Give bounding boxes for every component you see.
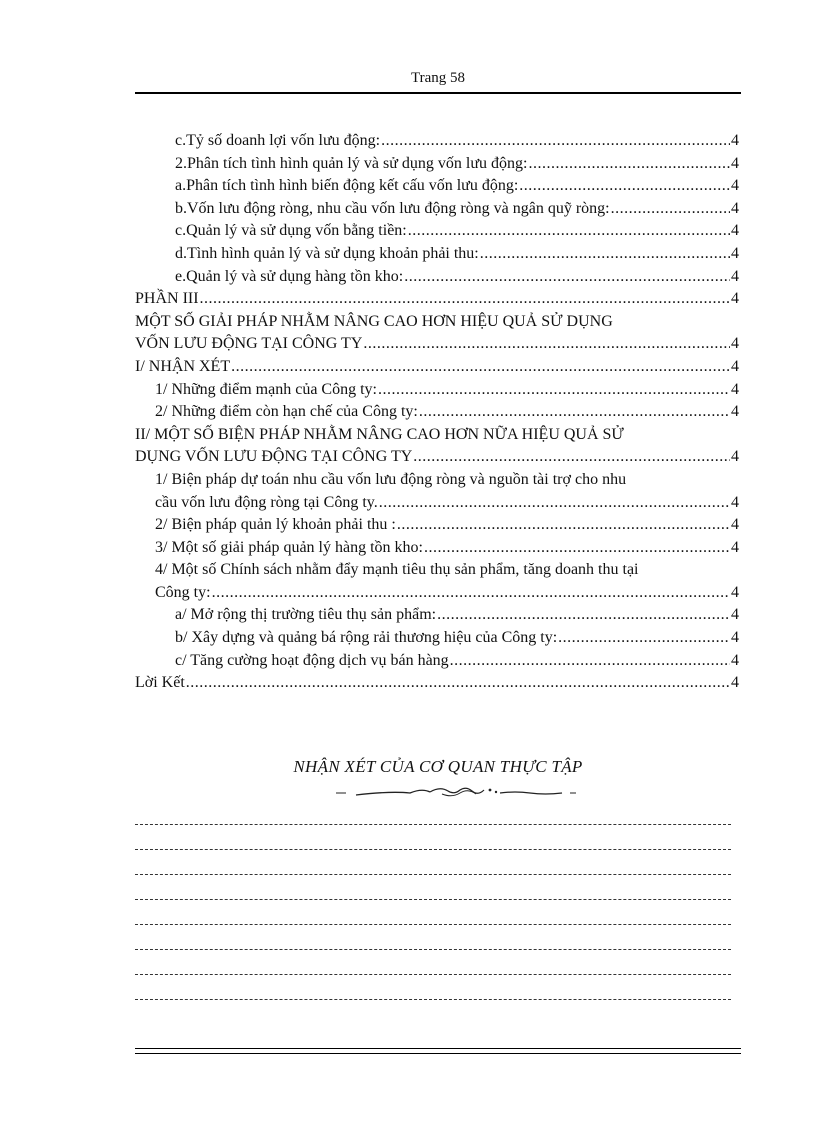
toc-page-number: 4 <box>731 493 739 511</box>
toc-leader-dots <box>558 627 730 650</box>
toc-leader-dots <box>419 401 730 424</box>
toc-entry-title: c/ Tăng cường hoạt động dịch vụ bán hàng <box>175 651 449 669</box>
toc-entry-title: 2/ Biện pháp quản lý khoản phải thu : <box>155 516 396 534</box>
remarks-blank-line <box>135 987 731 1012</box>
toc-entry[interactable] <box>135 469 739 492</box>
remarks-writing-lines <box>135 812 731 1012</box>
toc-entry[interactable] <box>135 243 739 266</box>
toc-entry[interactable] <box>135 401 739 424</box>
toc-page-number: 4 <box>731 177 739 195</box>
toc-leader-dots <box>404 266 730 289</box>
remarks-blank-line <box>135 937 731 962</box>
toc-entry-title: PHẦN III <box>135 290 199 308</box>
toc-leader-dots <box>379 492 730 515</box>
table-of-contents <box>135 130 739 695</box>
toc-entry[interactable] <box>135 153 739 176</box>
toc-leader-dots <box>200 288 730 311</box>
toc-entry-title: c.Quản lý và sử dụng vốn bằng tiền: <box>175 222 407 240</box>
toc-entry[interactable] <box>135 650 739 673</box>
toc-leader-dots <box>480 243 730 266</box>
toc-leader-dots <box>450 650 730 673</box>
toc-leader-dots <box>381 130 730 153</box>
toc-leader-dots <box>437 604 730 627</box>
toc-entry[interactable] <box>135 266 739 289</box>
toc-entry-title: d.Tình hình quản lý và sử dụng khoản phải thu: <box>175 244 479 262</box>
toc-entry-title: a/ Mở rộng thị trường tiêu thụ sản phẩm: <box>175 606 437 624</box>
toc-entry-title: c.Tỷ số doanh lợi vốn lưu động: <box>175 132 381 149</box>
toc-leader-dots <box>363 333 730 356</box>
header-rule <box>135 92 741 94</box>
page-number-label: Trang 58 <box>410 70 466 86</box>
toc-entry[interactable] <box>135 514 739 537</box>
toc-page-number: 4 <box>731 357 739 375</box>
toc-entry[interactable] <box>135 424 739 447</box>
toc-leader-dots <box>378 379 730 402</box>
toc-page-number: 4 <box>731 154 739 172</box>
toc-entry-title: I/ NHẬN XÉT <box>135 357 231 375</box>
toc-entry-title: e.Quản lý và sử dụng hàng tồn kho: <box>175 267 404 285</box>
toc-entry[interactable] <box>135 672 739 695</box>
remarks-blank-line <box>135 837 731 862</box>
toc-entry[interactable] <box>135 627 739 650</box>
toc-leader-dots <box>528 153 730 176</box>
toc-page-number: 4 <box>731 516 739 534</box>
footer-double-rule <box>135 1048 741 1054</box>
toc-entry-title: 2.Phân tích tình hình quản lý và sử dụng vốn lưu động: <box>175 154 528 172</box>
toc-entry-continuation[interactable] <box>135 582 739 605</box>
toc-page-number: 4 <box>731 629 739 647</box>
toc-entry-title-continued: VỐN LƯU ĐỘNG TẠI CÔNG TY <box>135 335 363 353</box>
toc-entry-title: 2/ Những điểm còn hạn chế của Công ty: <box>155 403 418 421</box>
toc-entry[interactable] <box>135 175 739 198</box>
toc-entry[interactable] <box>135 559 739 582</box>
toc-page-number: 4 <box>731 244 739 262</box>
toc-leader-dots <box>397 514 730 537</box>
toc-entry-continuation[interactable] <box>135 446 739 469</box>
toc-entry-title: Lời Kết <box>135 674 185 692</box>
toc-entry[interactable] <box>135 604 739 627</box>
remarks-blank-line <box>135 812 731 837</box>
toc-page-number: 4 <box>731 583 739 601</box>
toc-page-number: 4 <box>731 538 739 556</box>
toc-entry[interactable] <box>135 130 739 153</box>
remarks-blank-line <box>135 887 731 912</box>
toc-entry[interactable] <box>135 311 739 334</box>
toc-leader-dots <box>212 582 730 605</box>
remarks-blank-line <box>135 862 731 887</box>
toc-entry-title: 4/ Một số Chính sách nhằm đẩy mạnh tiêu thụ sản phẩm, tăng doanh thu tại <box>155 561 639 579</box>
toc-page-number: 4 <box>731 222 739 240</box>
toc-leader-dots <box>611 198 730 221</box>
toc-entry[interactable] <box>135 537 739 560</box>
toc-leader-dots <box>413 446 730 469</box>
toc-entry-title-continued: DỤNG VỐN LƯU ĐỘNG TẠI CÔNG TY <box>135 448 413 466</box>
toc-entry-continuation[interactable] <box>135 333 739 356</box>
toc-page-number: 4 <box>731 674 739 692</box>
remarks-title: NHẬN XÉT CỦA CƠ QUAN THỰC TẬP <box>293 757 583 776</box>
toc-page-number: 4 <box>731 132 739 149</box>
toc-entry[interactable] <box>135 288 739 311</box>
toc-leader-dots <box>424 537 730 560</box>
toc-leader-dots <box>408 220 730 243</box>
toc-entry-title: b/ Xây dựng và quảng bá rộng rải thương hiệu của Công ty: <box>175 629 558 647</box>
toc-page-number: 4 <box>731 380 739 398</box>
toc-entry[interactable] <box>135 356 739 379</box>
toc-page-number: 4 <box>731 403 739 421</box>
toc-entry-title: a.Phân tích tình hình biến động kết cấu vốn lưu động: <box>175 177 519 195</box>
toc-entry[interactable] <box>135 379 739 402</box>
page-header <box>135 70 741 87</box>
toc-page-number: 4 <box>731 335 739 353</box>
toc-leader-dots <box>186 672 730 695</box>
remarks-blank-line <box>135 962 731 987</box>
toc-entry-title: 1/ Những điểm mạnh của Công ty: <box>155 380 377 398</box>
toc-page-number: 4 <box>731 267 739 285</box>
toc-entry-title: 1/ Biện pháp dự toán nhu cầu vốn lưu động ròng và nguồn tài trợ cho nhu <box>155 470 627 488</box>
toc-entry-title: MỘT SỐ GIẢI PHÁP NHẰM NÂNG CAO HƠN HIỆU QUẢ SỬ DỤNG <box>135 312 613 330</box>
toc-entry-title: II/ MỘT SỐ BIỆN PHÁP NHẰM NÂNG CAO HƠN NỮA HIỆU QUẢ SỬ <box>135 425 624 443</box>
remarks-blank-line <box>135 912 731 937</box>
toc-leader-dots <box>519 175 730 198</box>
toc-entry[interactable] <box>135 198 739 221</box>
decorative-flourish <box>330 782 580 802</box>
toc-entry[interactable] <box>135 220 739 243</box>
toc-leader-dots <box>231 356 730 379</box>
toc-page-number: 4 <box>731 290 739 308</box>
toc-page-number: 4 <box>731 199 739 217</box>
toc-entry-title-continued: cầu vốn lưu động ròng tại Công ty. <box>155 493 378 511</box>
toc-entry-title: b.Vốn lưu động ròng, nhu cầu vốn lưu động ròng và ngân quỹ ròng: <box>175 199 610 217</box>
toc-entry-title: 3/ Một số giải pháp quản lý hàng tồn kho: <box>155 538 423 556</box>
toc-page-number: 4 <box>731 606 739 624</box>
toc-entry-continuation[interactable] <box>135 492 739 515</box>
toc-entry-title-continued: Công ty: <box>155 583 211 601</box>
toc-page-number: 4 <box>731 448 739 466</box>
toc-page-number: 4 <box>731 651 739 669</box>
